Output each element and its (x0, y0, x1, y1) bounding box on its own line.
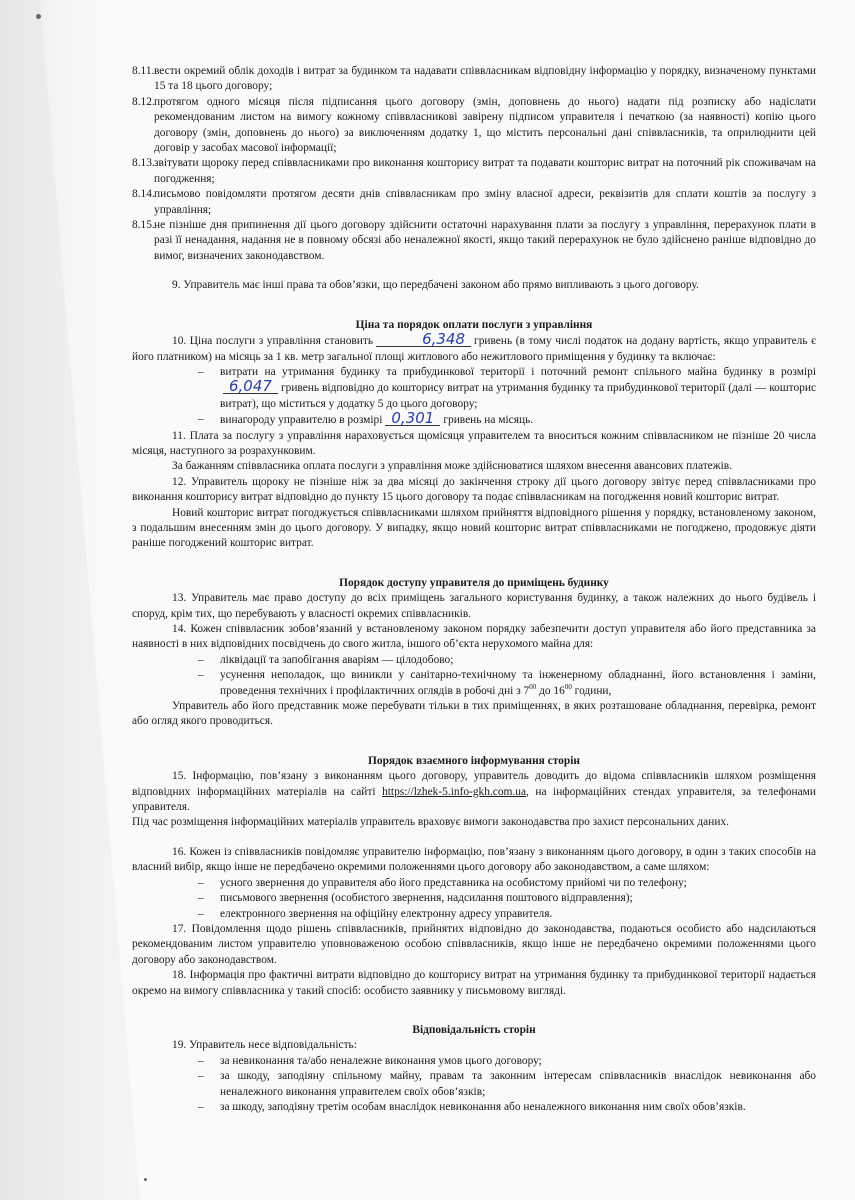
clause-text: не пізніше дня припинення дії цього договору здійснити остаточні нарахування плати за послугу з управління, перерахунок плати в разі її ненадання, надання не в повному обсязі або неналежної якості, якщо такий перерахунок не було здійснено раніше відповідно до вимог, визначених законодавством. (154, 219, 816, 262)
clause-14: 14. Кожен співвласник зобов’язаний у встановленому законом порядку забезпечити доступ управителя або його представника за наявності в них відповідних посвідчень до свого житла, іншого об’єкта нерухомого майна для: (132, 623, 816, 651)
access-purpose-repairs (132, 668, 816, 699)
clause-number: 8.13. (132, 157, 155, 170)
section-heading-access: Порядок доступу управителя до приміщень будинку (339, 576, 609, 589)
purpose-text-end: години, (571, 684, 612, 697)
time-superscript: 00 (529, 682, 537, 691)
clause-text: вести окремий облік доходів і витрат за будинком та надавати співвласникам відповідну інформацію у порядку, визначеному пунктами 15 та 18 цього договору; (154, 65, 816, 93)
clause-11: 11. Плата за послугу з управління нараховується щомісяця управителем та вноситься кожним співвласником не пізніше 20 числа місяця, наступного за розрахунковим. (132, 429, 816, 457)
handwritten-maintenance-value: 6,047 (223, 380, 278, 394)
clause-8-15 (132, 218, 816, 264)
clause-19: 19. Управитель несе відповідальність: (172, 1039, 357, 1052)
liability-third-parties: – за шкоду, заподіяну третім особам внаслідок невиконання або неналежного виконання ним своїх обов’язків. (132, 1100, 816, 1115)
obligations-list (132, 64, 816, 264)
notification-methods-list (132, 876, 816, 922)
clause-12: 12. Управитель щороку не пізніше ніж за два місяці до закінчення строку дії цього договору звітує перед співвласниками про виконання кошторису витрат відповідно до пункту 15 цього договору та подає співвласникам на погодження новий кошторис витрат. (132, 475, 816, 504)
price-component-fee (132, 409, 816, 428)
clause-10-text: 10. Ціна послуги з управління становить (172, 335, 374, 348)
price-component-maintenance (132, 365, 816, 412)
liability-list (132, 1054, 816, 1116)
clause-8-12 (132, 95, 816, 157)
time-superscript: 00 (564, 682, 572, 691)
component-text-end: гривень відповідно до кошторису витрат на утримання будинку та прибудинкової території (далі — кошторис витрат), що міститься у додатку 5 до цього договору; (220, 382, 816, 410)
method-electronic: – електронного звернення на офіційну електронну адресу управителя. (132, 907, 816, 922)
liability-common-property: – за шкоду, заподіяну спільному майну, правам та законним інтересам співвласників внаслідок невиконання або неналежного виконання управителем своїх обов’язків; (132, 1069, 816, 1100)
clause-text: протягом одного місяця після підписання цього договору (змін, доповнень до нього) надати під розписку або надіслати рекомендованим листом на вимогу кожному співвласникові завірену підписом управителя і печаткою (за наявності) копію цього договору (змін, доповнень до нього) за виключенням додатку 1, що містить персональні дані співвласників, та оприлюднити цей договір у засобах масової інформації; (154, 95, 816, 155)
component-text: винагороду управителю в розмірі (220, 414, 383, 427)
method-oral: – усного звернення до управителя або його представника на особистому прийомі чи по телефону; (132, 876, 816, 891)
clause-13: 13. Управитель має право доступу до всіх приміщень загального користування будинку, а також належних до нього будівель і споруд, крім тих, що перебувають у власності окремих співвласників. (132, 592, 816, 620)
clause-15-text: 15. Інформацію, пов’язану з виконанням цього договору, управитель доводить до відома співвласників шляхом розміщення відповідних інформаційних матеріалів на сайті (132, 770, 816, 798)
price-components-list (132, 365, 816, 429)
clause-17: 17. Повідомлення щодо рішень співвласників, прийнятих відповідно до законодавства, подаються особисто або надсилаються рекомендованим листом управителю уповноваженою особою співвласників, якщо інше не передбачено окремими положеннями цього договору або законодавством. (132, 922, 816, 966)
clause-9: 9. Управитель має інші права та обов’язки, що передбачені законом або прямо випливають з цього договору. (172, 279, 699, 292)
clause-15 (132, 769, 816, 815)
clause-16: 16. Кожен із співвласників повідомляє управителю інформацію, пов’язану з виконанням цього договору, в один з таких способів на власний вибір, якщо інше не передбачено окремими положеннями цього договору або законодавством, а саме шляхом: (132, 845, 816, 874)
clause-15-text-end: , на інформаційних стендах управителя, за телефонами управителя. (132, 785, 816, 814)
clause-10-text-end: гривень (в тому числі податок на додану вартість, якщо управитель є його платником) на місяць за 1 кв. метр загальної площі житлового або нежитлового приміщення у будинку та включає: (132, 335, 816, 363)
component-text: витрати на утримання будинку та прибудинкової території і поточний ремонт спільного майна будинку в розмірі (220, 365, 816, 378)
clause-8-11 (132, 64, 816, 95)
purpose-text-mid: до 16 (536, 684, 565, 697)
clause-15-privacy: Під час розміщення інформаційних матеріалів управитель враховує вимоги законодавства про захист персональних даних. (132, 816, 729, 829)
purpose-text: усунення неполадок, що виникли у санітарно-технічному та інженерному обладнанні, його встановлення і заміни, проведення технічних і профілактичних оглядів в робочі дні з 7 (220, 669, 816, 697)
clause-10 (132, 330, 816, 365)
clause-number: 8.15. (132, 219, 155, 232)
handwritten-price-value: 6,348 (376, 333, 471, 347)
handwritten-fee-value: 0,301 (385, 412, 440, 426)
method-written: – письмового звернення (особистого звернення, надсилання поштового відправлення); (132, 891, 816, 906)
clause-8-14 (132, 187, 816, 218)
clause-number: 8.14. (132, 188, 155, 201)
section-heading-information: Порядок взаємного інформування сторін (368, 754, 580, 767)
clause-14-presence: Управитель або його представник може перебувати тільки в тих приміщеннях, в яких розташоване обладнання, перевірка, ремонт або огляд якого проводиться. (132, 700, 816, 728)
access-purpose-emergency: – ліквідації та запобігання аваріям — цілодобово; (132, 653, 816, 668)
clause-text: звітувати щороку перед співвласниками про виконання кошторису витрат та подавати кошторис витрат на поточний рік споживачам на погодження; (154, 157, 816, 185)
clause-18: 18. Інформація про фактичні витрати відповідно до кошторису витрат на утримання будинку та прибудинкової території надається окремо на вимогу співвласника у такий спосіб: особисто заявнику у письмовому вигляді. (132, 969, 816, 997)
clause-12-new-estimate: Новий кошторис витрат погоджується співвласниками шляхом прийняття відповідного рішення у порядку, встановленому законом, з подальшим внесенням змін до цього договору. У випадку, якщо новий кошторис витрат співвласниками не погоджено, продовжує діяти раніше погоджений кошторис витрат. (132, 506, 816, 550)
section-heading-price: Ціна та порядок оплати послуги з управління (355, 318, 593, 331)
access-purposes-list (132, 653, 816, 699)
scan-speck (36, 14, 41, 19)
liability-nonperformance: – за невиконання та/або неналежне виконання умов цього договору; (132, 1054, 816, 1069)
website-link[interactable]: https://lzhek-5.info-gkh.com.ua (382, 785, 526, 798)
scan-speck (144, 1178, 147, 1181)
document-body (132, 64, 816, 1115)
clause-number: 8.12. (132, 95, 155, 108)
section-heading-liability: Відповідальність сторін (412, 1023, 536, 1036)
clause-11-advance: За бажанням співвласника оплата послуги з управління може здійснюватися шляхом внесення авансових платежів. (172, 460, 733, 473)
clause-text: письмово повідомляти протягом десяти днів співвласникам про зміну власної адреси, реквізитів для сплати коштів за послугу з управління; (154, 188, 816, 216)
clause-8-13 (132, 156, 816, 187)
component-text-end: гривень на місяць. (443, 414, 534, 427)
clause-number: 8.11. (132, 65, 155, 77)
